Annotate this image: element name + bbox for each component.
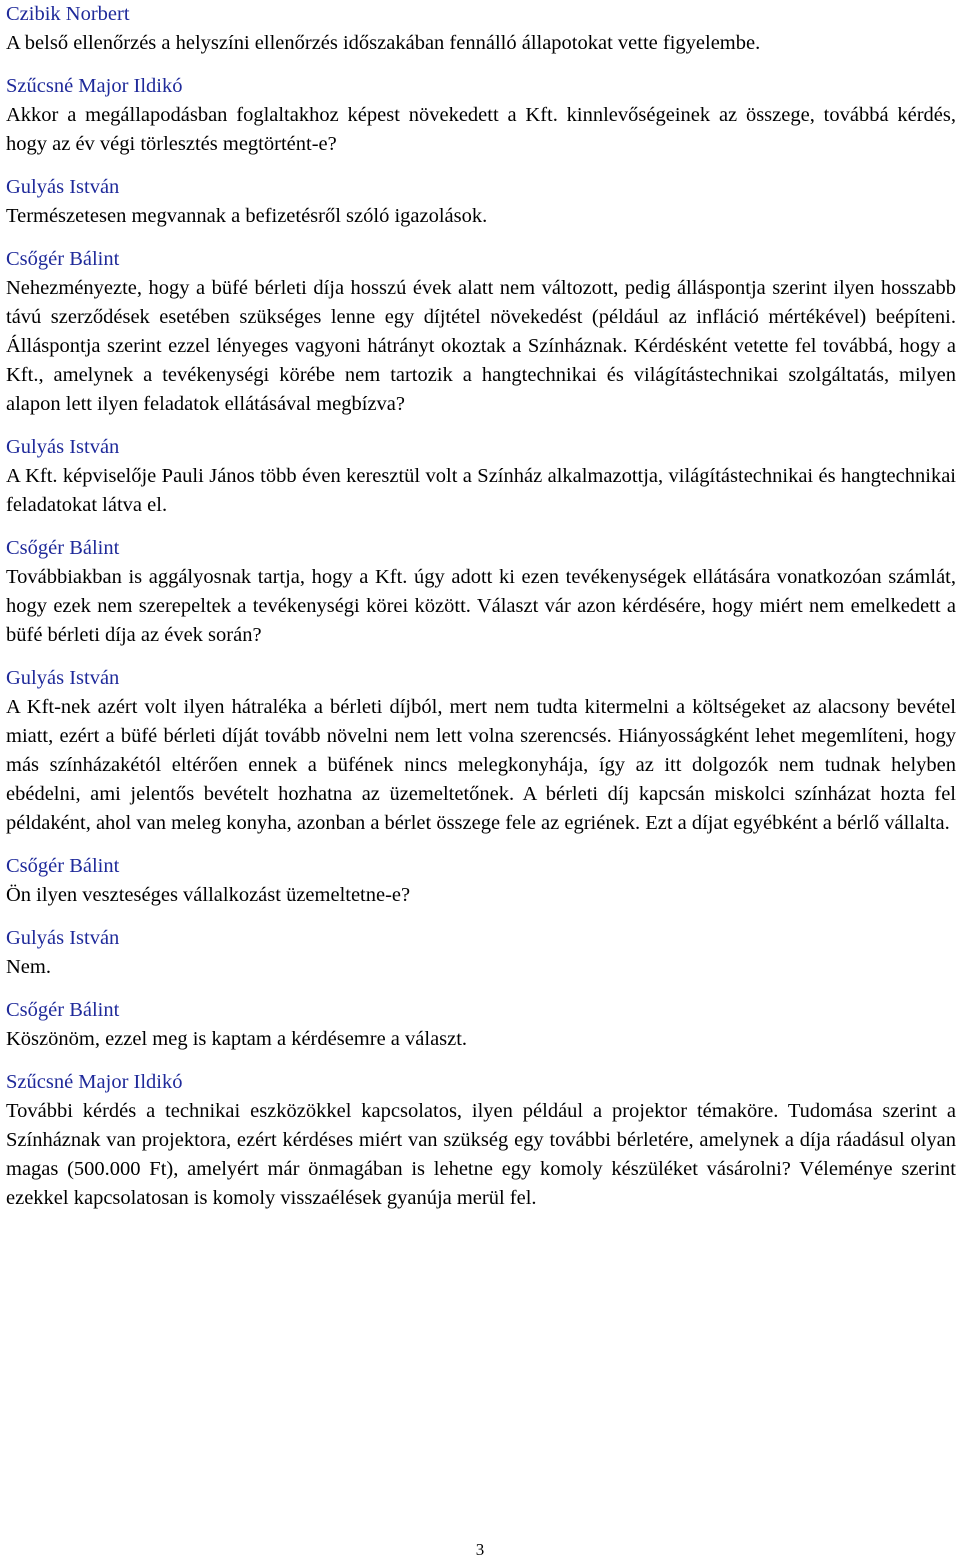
statement-text: Akkor a megállapodásban foglaltakhoz képest növekedett a Kft. kinnlevőségeinek az összege, továbbá kérdés, hogy az év végi törlesztés megtörtént-e?	[6, 104, 956, 155]
transcript-entry	[6, 1068, 956, 1213]
speaker-name: Gulyás István	[6, 667, 120, 689]
statement-text: A Kft-nek azért volt ilyen hátraléka a bérleti díjból, mert nem tudta kitermelni a költségeket az alacsony bevétel miatt, ezért a büfé bérleti díját tovább növelni nem lett volna szerencsés. Hiányosságként lehet megemlíteni, hogy más színházakétól eltérően ennek a büfének nincs melegkonyhája, így az itt dolgozók nem tudnak helyben ebédelni, ami jelentős bevételt hozhatna az üzemeltetőnek. A bérleti díj kapcsán miskolci színházat hozta fel példaként, ahol van meleg konyha, azonban a bérlet összege fele az egriének. Ezt a díjat egyébként a bérlő vállalta.	[6, 696, 956, 834]
transcript-entry	[6, 0, 956, 58]
transcript-entry	[6, 996, 956, 1054]
transcript-entry	[6, 72, 956, 159]
speaker-name: Csőgér Bálint	[6, 537, 120, 559]
statement-text: Természetesen megvannak a befizetésről szóló igazolások.	[6, 205, 488, 227]
transcript-entry	[6, 924, 956, 982]
statement-text: További kérdés a technikai eszközökkel kapcsolatos, ilyen például a projektor témaköre. Tudomása szerint a Színháznak van projektora, ezért kérdéses miért van szükség egy további bérletére, amelynek a díja ráadásul olyan magas (500.000 Ft), amelyért már önmagában is lehetne egy komoly készüléket vásárolni? Véleménye szerint ezekkel kapcsolatosan is komoly visszaélések gyanúja merül fel.	[6, 1100, 956, 1209]
speaker-name: Gulyás István	[6, 927, 120, 949]
transcript-entry	[6, 433, 956, 520]
speaker-name: Csőgér Bálint	[6, 999, 120, 1021]
speaker-name: Csőgér Bálint	[6, 248, 120, 270]
speaker-name: Czibik Norbert	[6, 3, 130, 25]
statement-text: Nehezményezte, hogy a büfé bérleti díja hosszú évek alatt nem változott, pedig álláspontja szerint ilyen hosszabb távú szerződések esetében szükséges lenne egy díjtétel növekedést (például az infláció mértékével) beépíteni. Álláspontja szerint ezzel lényeges vagyoni hátrányt okoztak a Színháznak. Kérdésként vetette fel továbbá, hogy a Kft., amelynek a tevékenységi körébe nem tartozik a hangtechnikai és világítástechnikai szolgáltatás, milyen alapon lett ilyen feladatok ellátásával megbízva?	[6, 277, 956, 415]
document-page	[6, 0, 956, 1227]
transcript-entry	[6, 852, 956, 910]
statement-text: Nem.	[6, 956, 51, 978]
speaker-name: Csőgér Bálint	[6, 855, 120, 877]
speaker-name: Gulyás István	[6, 436, 120, 458]
transcript-entry	[6, 534, 956, 650]
statement-text: A belső ellenőrzés a helyszíni ellenőrzés időszakában fennálló állapotokat vette figyelembe.	[6, 32, 761, 54]
statement-text: A Kft. képviselője Pauli János több éven keresztül volt a Színház alkalmazottja, világítástechnikai és hangtechnikai feladatokat látva el.	[6, 465, 956, 516]
speaker-name: Gulyás István	[6, 176, 120, 198]
statement-text: Továbbiakban is aggályosnak tartja, hogy a Kft. úgy adott ki ezen tevékenységek ellátására vonatkozóan számlát, hogy ezek nem szerepeltek a tevékenységi körei között. Választ vár azon kérdésére, hogy miért nem emelkedett a büfé bérleti díja az évek során?	[6, 566, 956, 646]
statement-text: Ön ilyen veszteséges vállalkozást üzemeltetne-e?	[6, 884, 411, 906]
speaker-name: Szűcsné Major Ildikó	[6, 1071, 183, 1093]
page-number: 3	[475, 1540, 485, 1559]
speaker-name: Szűcsné Major Ildikó	[6, 75, 183, 97]
transcript-entry	[6, 245, 956, 419]
transcript-entry	[6, 664, 956, 838]
transcript-entry	[6, 173, 956, 231]
statement-text: Köszönöm, ezzel meg is kaptam a kérdésemre a választ.	[6, 1028, 468, 1050]
